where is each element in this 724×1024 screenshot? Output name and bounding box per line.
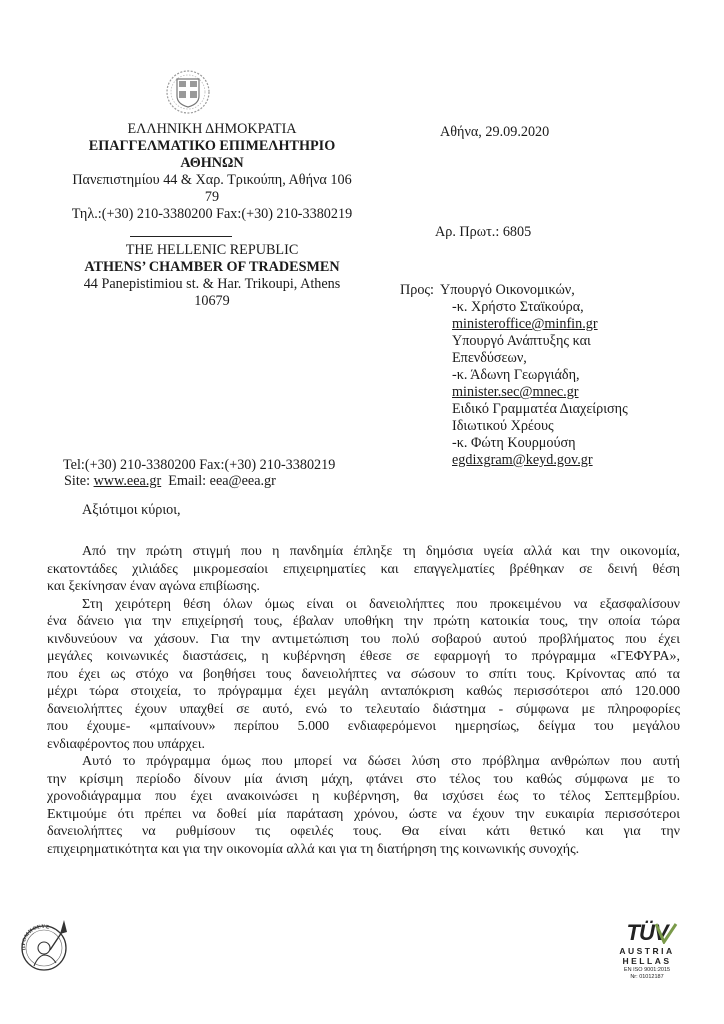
medallion-inscription-text: ΠΡΟΜΗΘΕΥΣ [20,923,51,951]
recipient-email-link[interactable]: ministeroffice@minfin.gr [452,316,598,332]
body-line: που έχουμε- «μπαίνουν» περίπου 5.000 ενδιαφερόμενοι ημερησίως, δείγμα του μεγάλου [47,719,680,734]
recipient-email-link[interactable]: egdixgram@keyd.gov.gr [452,452,593,468]
body-line: ενδιαφέροντος που υπάρχει. [47,736,206,752]
letterhead-org-gr-line1: ΕΠΑΓΓΕΛΜΑΤΙΚΟ ΕΠΙΜΕΛΗΤΗΡΙΟ [88,138,336,154]
protocol-number: Αρ. Πρωτ.: 6805 [435,224,532,240]
letterhead-address-en-line2: 10679 [194,293,230,309]
site-label: Site: [64,473,91,489]
tuv-austria: AUSTRIA [619,946,675,956]
body-line: ένα δάνειο για την επιχείρησή τους, έβαλαν υποθήκη την πρώτη κατοικία τους, την οποία τώρα [47,614,680,629]
letterhead-org-en: ATHENS’ CHAMBER OF TRADESMEN [84,259,340,275]
salutation: Αξιότιμοι κύριοι, [82,502,181,518]
recipients-label: Προς: [400,282,434,298]
letterhead-republic-en: THE HELLENIC REPUBLIC [125,242,299,258]
recipient-line: Υπουργό Ανάπτυξης και [452,333,591,349]
body-line: Στη χειρότερη θέση όλων όμως είναι οι δανειολήπτες που προκειμένου να εξασφαλίσουν [82,596,680,612]
tuv-wordmark: TÜV [626,920,668,945]
letterhead-org-gr-line2: ΑΘΗΝΩΝ [180,155,244,171]
body-line: Αυτό το πρόγραμμα όμως που μπορεί να δώσει λύση στο πρόβλημα ανθρώπων που αυτή [82,754,680,769]
recipient-line: Ειδικό Γραμματέα Διαχείρισης [452,401,628,417]
body-line: Εκτιμούμε ότι πρέπει να δοθεί μία παράταση χρόνου, ώστε να έχουν την ευκαιρία περισσότεροι [47,806,680,822]
letterhead-republic-gr: ΕΛΛΗΝΙΚΗ ΔΗΜΟΚΡΑΤΙΑ [127,121,297,137]
greek-coat-of-arms-emblem [164,68,212,116]
body-line: δανειολήπτες να ρυθμίσουν τις οφειλές τους. Θα είναι κάτι θετικό και για την [47,824,680,839]
email-label: Email: [168,473,207,489]
body-line: επιχειρηματικότητα και για την οικονομία αλλά και για τη διατήρηση της κοινωνικής συνοχής. [47,841,580,857]
recipient-line: -κ. Χρήστο Σταϊκούρα, [452,299,584,315]
tuv-check-icon [654,922,678,944]
body-line: κινδυνεύουν να χάσουν. Για την αντιμετώπιση του πολύ σοβαρού αυτού προβλήματος που έχει [47,631,680,647]
tuv-cert-number: Nr: 01012187 [630,974,664,980]
letterhead-phone-gr: Τηλ.:(+30) 210-3380200 Fax:(+30) 210-3380219 [71,206,353,222]
body-line: Από την πρώτη στιγμή που η πανδημία έπληξε τη δημόσια υγεία αλλά και την οικονομία, [82,544,680,559]
body-line: χρονοδιάγραμμα που έχει ανακοινώσει η κυβέρνηση, θα ισχύσει έως το τέλος Σεπτεμβρίου. [47,789,680,804]
body-line: που έχει ως στόχο να βοηθήσει τους δανειολήπτες να σώσουν το σπίτι τους. Κρίνοντας από τα [47,666,680,682]
body-line: μέχρι τώρα στοιχεία, το πρόγραμμα έχει μεγάλη ανταπόκριση καθώς περισσότεροι από 120.000 [47,684,680,699]
letter-date: Αθήνα, 29.09.2020 [440,124,550,140]
body-line: την κρίσιμη περίοδο δίνουν μία άνιση μάχη, φτάνει στο τέλος του καθώς σύμφωνα με το [47,771,680,787]
contact-web [64,473,276,490]
prometheus-medallion-logo [14,908,84,978]
letterhead-address-gr-line2: 79 [204,189,220,205]
recipient-line: -κ. Φώτη Κουρμούση [452,435,576,451]
tuv-iso-standard: EN ISO 9001:2015 [623,967,671,973]
body-line: δανειολήπτες έχουν υπαχθεί σε αυτό, ενώ το τελευταίο διάστημα - σύμφωνα με πληροφορίες [47,701,680,717]
contact-phone: Tel:(+30) 210-3380200 Fax:(+30) 210-3380219 [63,457,336,473]
body-line: εκατοντάδες χιλιάδες μικρομεσαίοι επιχειρηματίες και επαγγελματίες βρέθηκαν σε δεινή θέση [47,561,680,577]
email-address: eea@eea.gr [209,473,276,489]
recipient-line: -κ. Άδωνη Γεωργιάδη, [452,367,580,383]
tuv-certification-logo [612,922,682,981]
recipient-email-link[interactable]: minister.sec@mnec.gr [452,384,579,400]
recipient-line: Ιδιωτικού Χρέους [452,418,554,434]
letterhead-divider [130,236,232,237]
letterhead-address-en-line1: 44 Panepistimiou st. & Har. Trikoupi, Athens [83,276,341,292]
letterhead-address-gr-line1: Πανεπιστημίου 44 & Χαρ. Τρικούπη, Αθήνα 106 [72,172,352,188]
tuv-hellas: HELLAS [622,956,672,966]
body-line: μεγάλες κοινωνικές διαστάσεις, η κυβέρνηση έθεσε σε εφαρμογή το πρόγραμμα «ΓΕΦΥΡΑ», [47,649,680,664]
recipient-line: Επενδύσεων, [452,350,527,366]
site-link[interactable]: www.eea.gr [93,473,162,489]
body-line: και ξεκίνησαν έναν αγώνα επιβίωσης. [47,579,260,594]
recipient-line: Υπουργό Οικονομικών, [440,282,575,298]
